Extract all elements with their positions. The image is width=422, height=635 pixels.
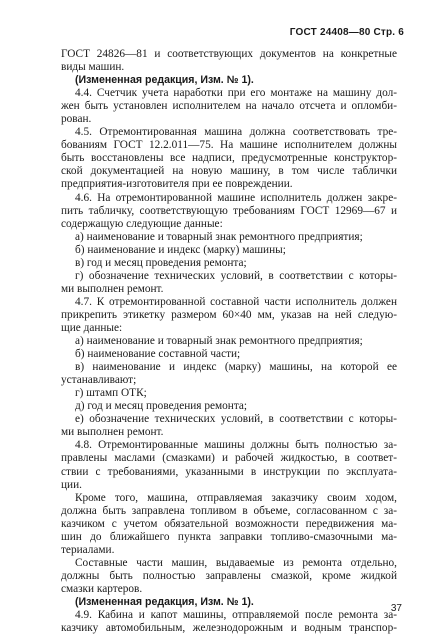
text-line: предприятия-изготовителя при ее повреждении. (61, 178, 293, 191)
text-line: щие данные: (61, 321, 123, 334)
text-line: пить табличку, соответствующую требованиям ГОСТ 12969—67 и (61, 204, 397, 217)
text-line: д) год и месяц проведения ремонта; (75, 400, 248, 413)
text-line: 4.5. Отремонтированная машина должна соответствовать тре- (75, 126, 397, 139)
text-line: быть восстановлены все надписи, предусмотренные конструктор- (61, 152, 397, 165)
page-header: ГОСТ 24408—80 Стр. 6 (289, 27, 404, 38)
text-line: б) наименование и индекс (марку) машины; (75, 243, 286, 256)
text-line: (Измененная редакция, Изм. № 1). (75, 74, 254, 87)
text-line: а) наименование и товарный знак ремонтного предприятия; (75, 335, 363, 348)
page-number: 37 (390, 603, 402, 614)
text-line: 4.4. Счетчик учета наработки при его монтаже на машину дол- (75, 87, 397, 100)
text-line: (Измененная редакция, Изм. № 1). (75, 595, 254, 608)
text-line: устанавливают; (61, 374, 137, 387)
text-line: в) год и месяц проведения ремонта; (75, 256, 247, 269)
text-line: казчиком с учетом обязательной возможности передвижения ма- (61, 517, 397, 530)
text-line: г) обозначение технических условий, в соответствии с которы- (75, 269, 397, 282)
text-line: казчику автомобильным, железнодорожным и водным транспор- (61, 622, 397, 635)
text-line: териалами. (61, 543, 115, 556)
text-line: правлены маслами (смазками) и рабочей жидкостью, в соответ- (61, 452, 397, 465)
text-line: 4.8. Отремонтированные машины должны быть полностью за- (75, 439, 397, 452)
document-body (61, 48, 397, 635)
text-line: 4.9. Кабина и капот машины, отправляемой после ремонта за- (75, 609, 397, 622)
text-line: ми выполнен ремонт. (61, 282, 164, 295)
text-line: б) наименование составной части; (75, 348, 241, 361)
text-line: а) наименование и товарный знак ремонтного предприятия; (75, 230, 363, 243)
text-line: должны быть полностью заправлены смазкой, кроме жидкой (61, 569, 397, 582)
text-line: шин до ближайшего пункта заправки топливо-смазочными ма- (61, 530, 397, 543)
text-line: должна быть заправлена топливом в объеме, согласованном с за- (61, 504, 397, 517)
text-line: ской документацией на новую машину, в том числе таблички (61, 165, 397, 178)
text-line: жен быть установлен исполнителем на начало отсчета и опломби- (61, 100, 397, 113)
text-line: е) обозначение технических условий, в соответствии с которы- (75, 413, 397, 426)
text-line: рован. (61, 113, 92, 126)
text-line: ми выполнен ремонт. (61, 426, 164, 439)
text-line: Кроме того, машина, отправляемая заказчику своим ходом, (75, 491, 397, 504)
text-line: г) штамп ОТК; (75, 387, 147, 400)
text-line: ции. (61, 478, 82, 491)
text-line: виды машин. (61, 61, 125, 74)
text-line: ствии с требованиями, указанными в инструкции по эксплуата- (61, 465, 397, 478)
text-line: в) наименование и индекс (марку) машины, на которой ее (75, 361, 397, 374)
text-line: Составные части машин, выдаваемые из ремонта отдельно, (75, 556, 397, 569)
text-line: бованиям ГОСТ 12.2.011—75. На машине исполнителем должны (61, 139, 397, 152)
text-line: смазки картеров. (61, 582, 143, 595)
text-line: содержащую следующие данные: (61, 217, 223, 230)
text-line: ГОСТ 24826—81 и соответствующих документов на конкретные (61, 48, 397, 60)
text-line: 4.7. К отремонтированной составной части исполнитель должен (75, 295, 397, 308)
text-line: 4.6. На отремонтированной машине исполнитель должен закре- (75, 191, 397, 204)
text-line: прикрепить этикетку размером 60×40 мм, указав на ней следую- (61, 308, 397, 321)
